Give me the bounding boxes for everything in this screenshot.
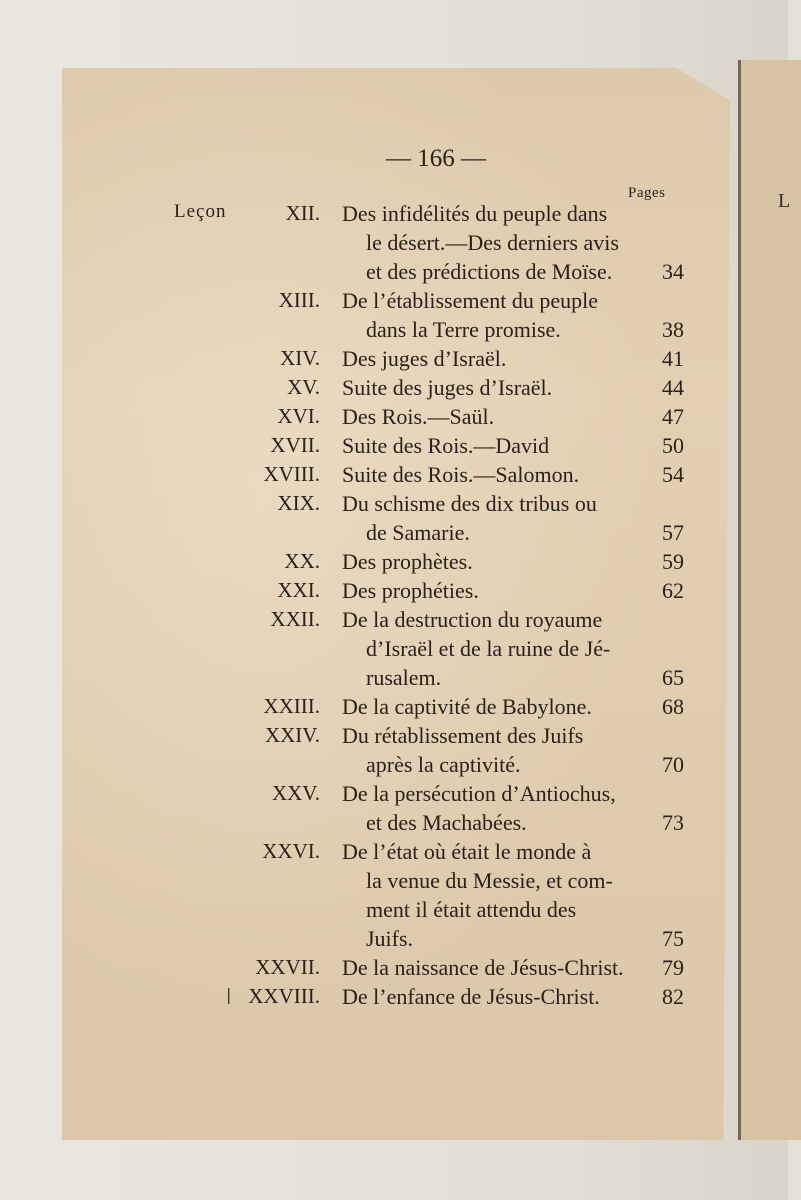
toc-entry-page: 75 [662, 926, 684, 951]
toc-entry-title-line: la venue du Messie, et com- [366, 868, 613, 893]
toc-entry-title-line: De la persécution d’Antiochus, [342, 781, 616, 806]
toc-entry-page: 50 [662, 433, 684, 458]
toc-entry-title-line: Juifs. [366, 926, 414, 951]
toc-entry-number: XVI. [277, 404, 320, 428]
toc-entry-title-line: ment il était attendu des [366, 897, 577, 922]
toc-entry-page: 41 [662, 346, 684, 371]
toc-entry-page: 34 [662, 259, 684, 284]
toc-entry-page: 68 [662, 694, 684, 719]
toc-entry-number: XVII. [270, 433, 320, 457]
toc-entry-title-line: Des juges d’Israël. [342, 346, 507, 371]
toc-entry-number: XXVI. [262, 839, 320, 863]
toc-entry-title-line: dans la Terre promise. [366, 317, 561, 342]
toc-entry-page: 59 [662, 549, 684, 574]
facing-page-letter: L [778, 190, 791, 212]
toc-entry-number: XXII. [270, 607, 320, 631]
toc-entry-title-line: Des prophéties. [342, 578, 479, 603]
toc-entry-number: XIX. [277, 491, 320, 515]
toc-entry-title-line: De la naissance de Jésus-Christ. [342, 955, 624, 980]
toc-entry-page: 79 [662, 955, 684, 980]
toc-entry-page: 44 [662, 375, 684, 400]
toc-entry-title-line: Des infidélités du peuple dans [342, 201, 608, 226]
toc-entry-number: XX. [284, 549, 320, 573]
toc-entry-title-line: d’Israël et de la ruine de Jé- [366, 636, 611, 661]
toc-entry-number: XXI. [277, 578, 320, 602]
toc-entry-title-line: et des prédictions de Moïse. [366, 259, 613, 284]
toc-entry-page: 62 [662, 578, 684, 603]
toc-entry-title-line: après la captivité. [366, 752, 521, 777]
toc-entry-title-line: Du schisme des dix tribus ou [342, 491, 597, 516]
toc-entry-title-line: le désert.—Des derniers avis [366, 230, 619, 255]
toc-entry-number: XXV. [271, 781, 320, 805]
toc-entry-title-line: de Samarie. [366, 520, 470, 545]
page-number: — 166 — [386, 145, 486, 172]
toc-entry-number: XV. [287, 375, 320, 399]
toc-entry-page: 65 [662, 665, 684, 690]
toc-entry-title-line: De l’état où était le monde à [342, 839, 592, 864]
toc-entry-title-line: et des Machabées. [366, 810, 527, 835]
toc-entry-title-line: De l’enfance de Jésus-Christ. [342, 984, 600, 1009]
toc-entry-title-line: Des Rois.—Saül. [342, 404, 495, 429]
pages-column-header: Pages [628, 185, 666, 201]
toc-entry-title-line: Du rétablissement des Juifs [342, 723, 584, 748]
toc-entry-page: 57 [662, 520, 684, 545]
toc-entry-page: 38 [662, 317, 684, 342]
toc-entry-page: 82 [662, 984, 684, 1009]
toc-entry-title-line: Suite des Rois.—David [342, 433, 550, 458]
toc-entry-title-line: Suite des juges d’Israël. [342, 375, 553, 400]
toc-entry-title-line: Suite des Rois.—Salomon. [342, 462, 580, 487]
toc-entry-number: XXIV. [264, 723, 320, 747]
toc-entry-number: XII. [285, 201, 320, 225]
toc-entry-number: XXVIII. [248, 984, 320, 1008]
toc-entry-page: 47 [662, 404, 684, 429]
toc-entry-title-line: De la captivité de Babylone. [342, 694, 592, 719]
toc-entry-page: 73 [662, 810, 684, 835]
toc-entry-title-line: De l’établissement du peuple [342, 288, 598, 313]
toc-entry-page: 54 [662, 462, 684, 487]
toc-entry-number: XIV. [280, 346, 320, 370]
toc-entry-title-line: rusalem. [366, 665, 442, 690]
toc-entry-number: XXIII. [263, 694, 320, 718]
toc-entry-number: XIII. [278, 288, 320, 312]
toc-entry-page: 70 [662, 752, 684, 777]
toc-entry-title-line: Des prophètes. [342, 549, 473, 574]
margin-mark: | [226, 985, 232, 1004]
facing-page-edge [738, 60, 801, 1140]
toc-entry-title-line: De la destruction du royaume [342, 607, 603, 632]
lecon-label: Leçon [174, 201, 227, 222]
toc-entry-number: XVIII. [263, 462, 320, 486]
toc-entry-number: XXVII. [255, 955, 320, 979]
